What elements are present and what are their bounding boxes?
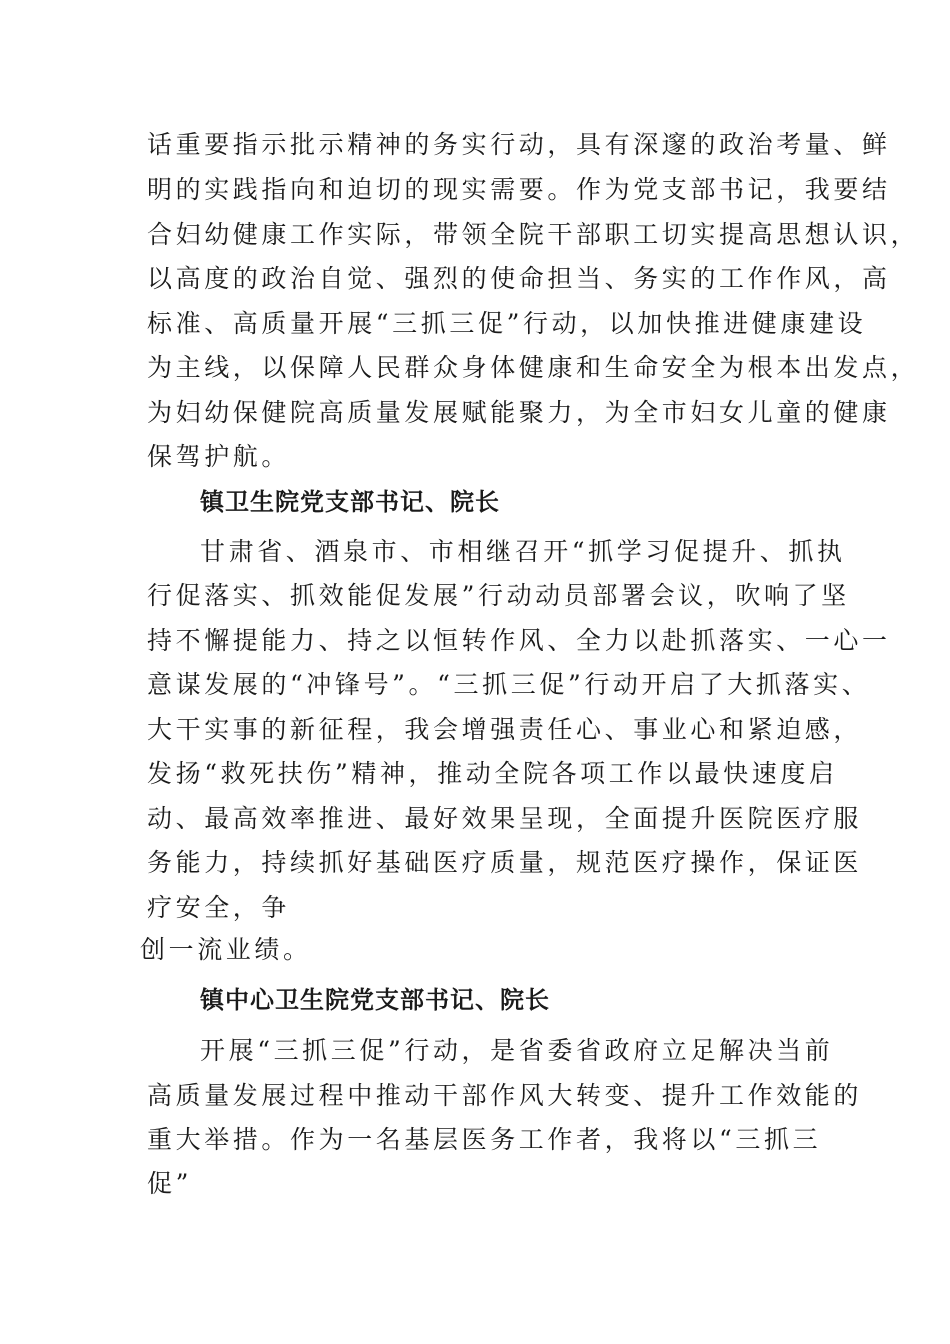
paragraph-line: 为妇幼保健院高质量发展赋能聚力，为全市妇女儿童的健康 <box>147 398 891 427</box>
paragraph-line: 行促落实、抓效能促发展”行动动员部署会议，吹响了坚 <box>147 581 850 610</box>
paragraph-line: 标准、高质量开展“三抓三促”行动，以加快推进健康建设 <box>147 309 867 338</box>
paragraph-line: 大干实事的新征程，我会增强责任心、事业心和紧迫感， <box>147 715 863 744</box>
paragraph-line: 以高度的政治自觉、强烈的使命担当、务实的工作作风，高 <box>147 264 891 293</box>
paragraph-line: 为主线，以保障人民群众身体健康和生命安全为根本出发点， <box>147 353 920 382</box>
paragraph-line: 话重要指示批示精神的务实行动，具有深邃的政治考量、鲜 <box>147 130 891 159</box>
paragraph-line: 开展“三抓三促”行动，是省委省政府立足解决当前 <box>200 1036 834 1065</box>
paragraph-line: 明的实践指向和迫切的现实需要。作为党支部书记，我要结 <box>147 175 891 204</box>
paragraph-line: 促” <box>147 1169 192 1198</box>
paragraph-line: 务能力，持续抓好基础医疗质量，规范医疗操作，保证医 <box>147 848 863 877</box>
paragraph-line: 意谋发展的“冲锋号”。“三抓三促”行动开启了大抓落实、 <box>147 670 871 699</box>
paragraph-line: 高质量发展过程中推动干部作风大转变、提升工作效能的 <box>147 1081 863 1110</box>
paragraph-line: 重大举措。作为一名基层医务工作者，我将以“三抓三 <box>147 1125 822 1154</box>
paragraph-line: 合妇幼健康工作实际，带领全院干部职工切实提高思想认识， <box>147 220 920 249</box>
paragraph-line: 动、最高效率推进、最好效果呈现，全面提升医院医疗服 <box>147 804 863 833</box>
paragraph-line: 保驾护航。 <box>147 442 291 471</box>
paragraph-line: 创一流业绩。 <box>140 935 312 964</box>
paragraph-line: 发扬“救死扶伤”精神，推动全院各项工作以最快速度启 <box>147 759 838 788</box>
paragraph-line: 甘肃省、酒泉市、市相继召开“抓学习促提升、抓执 <box>200 537 846 566</box>
section-heading: 镇中心卫生院党支部书记、院长 <box>200 986 550 1014</box>
paragraph-line: 持不懈提能力、持之以恒转作风、全力以赴抓落实、一心一 <box>147 626 891 655</box>
section-heading: 镇卫生院党支部书记、院长 <box>200 488 500 516</box>
paragraph-line: 疗安全，争 <box>147 893 291 922</box>
